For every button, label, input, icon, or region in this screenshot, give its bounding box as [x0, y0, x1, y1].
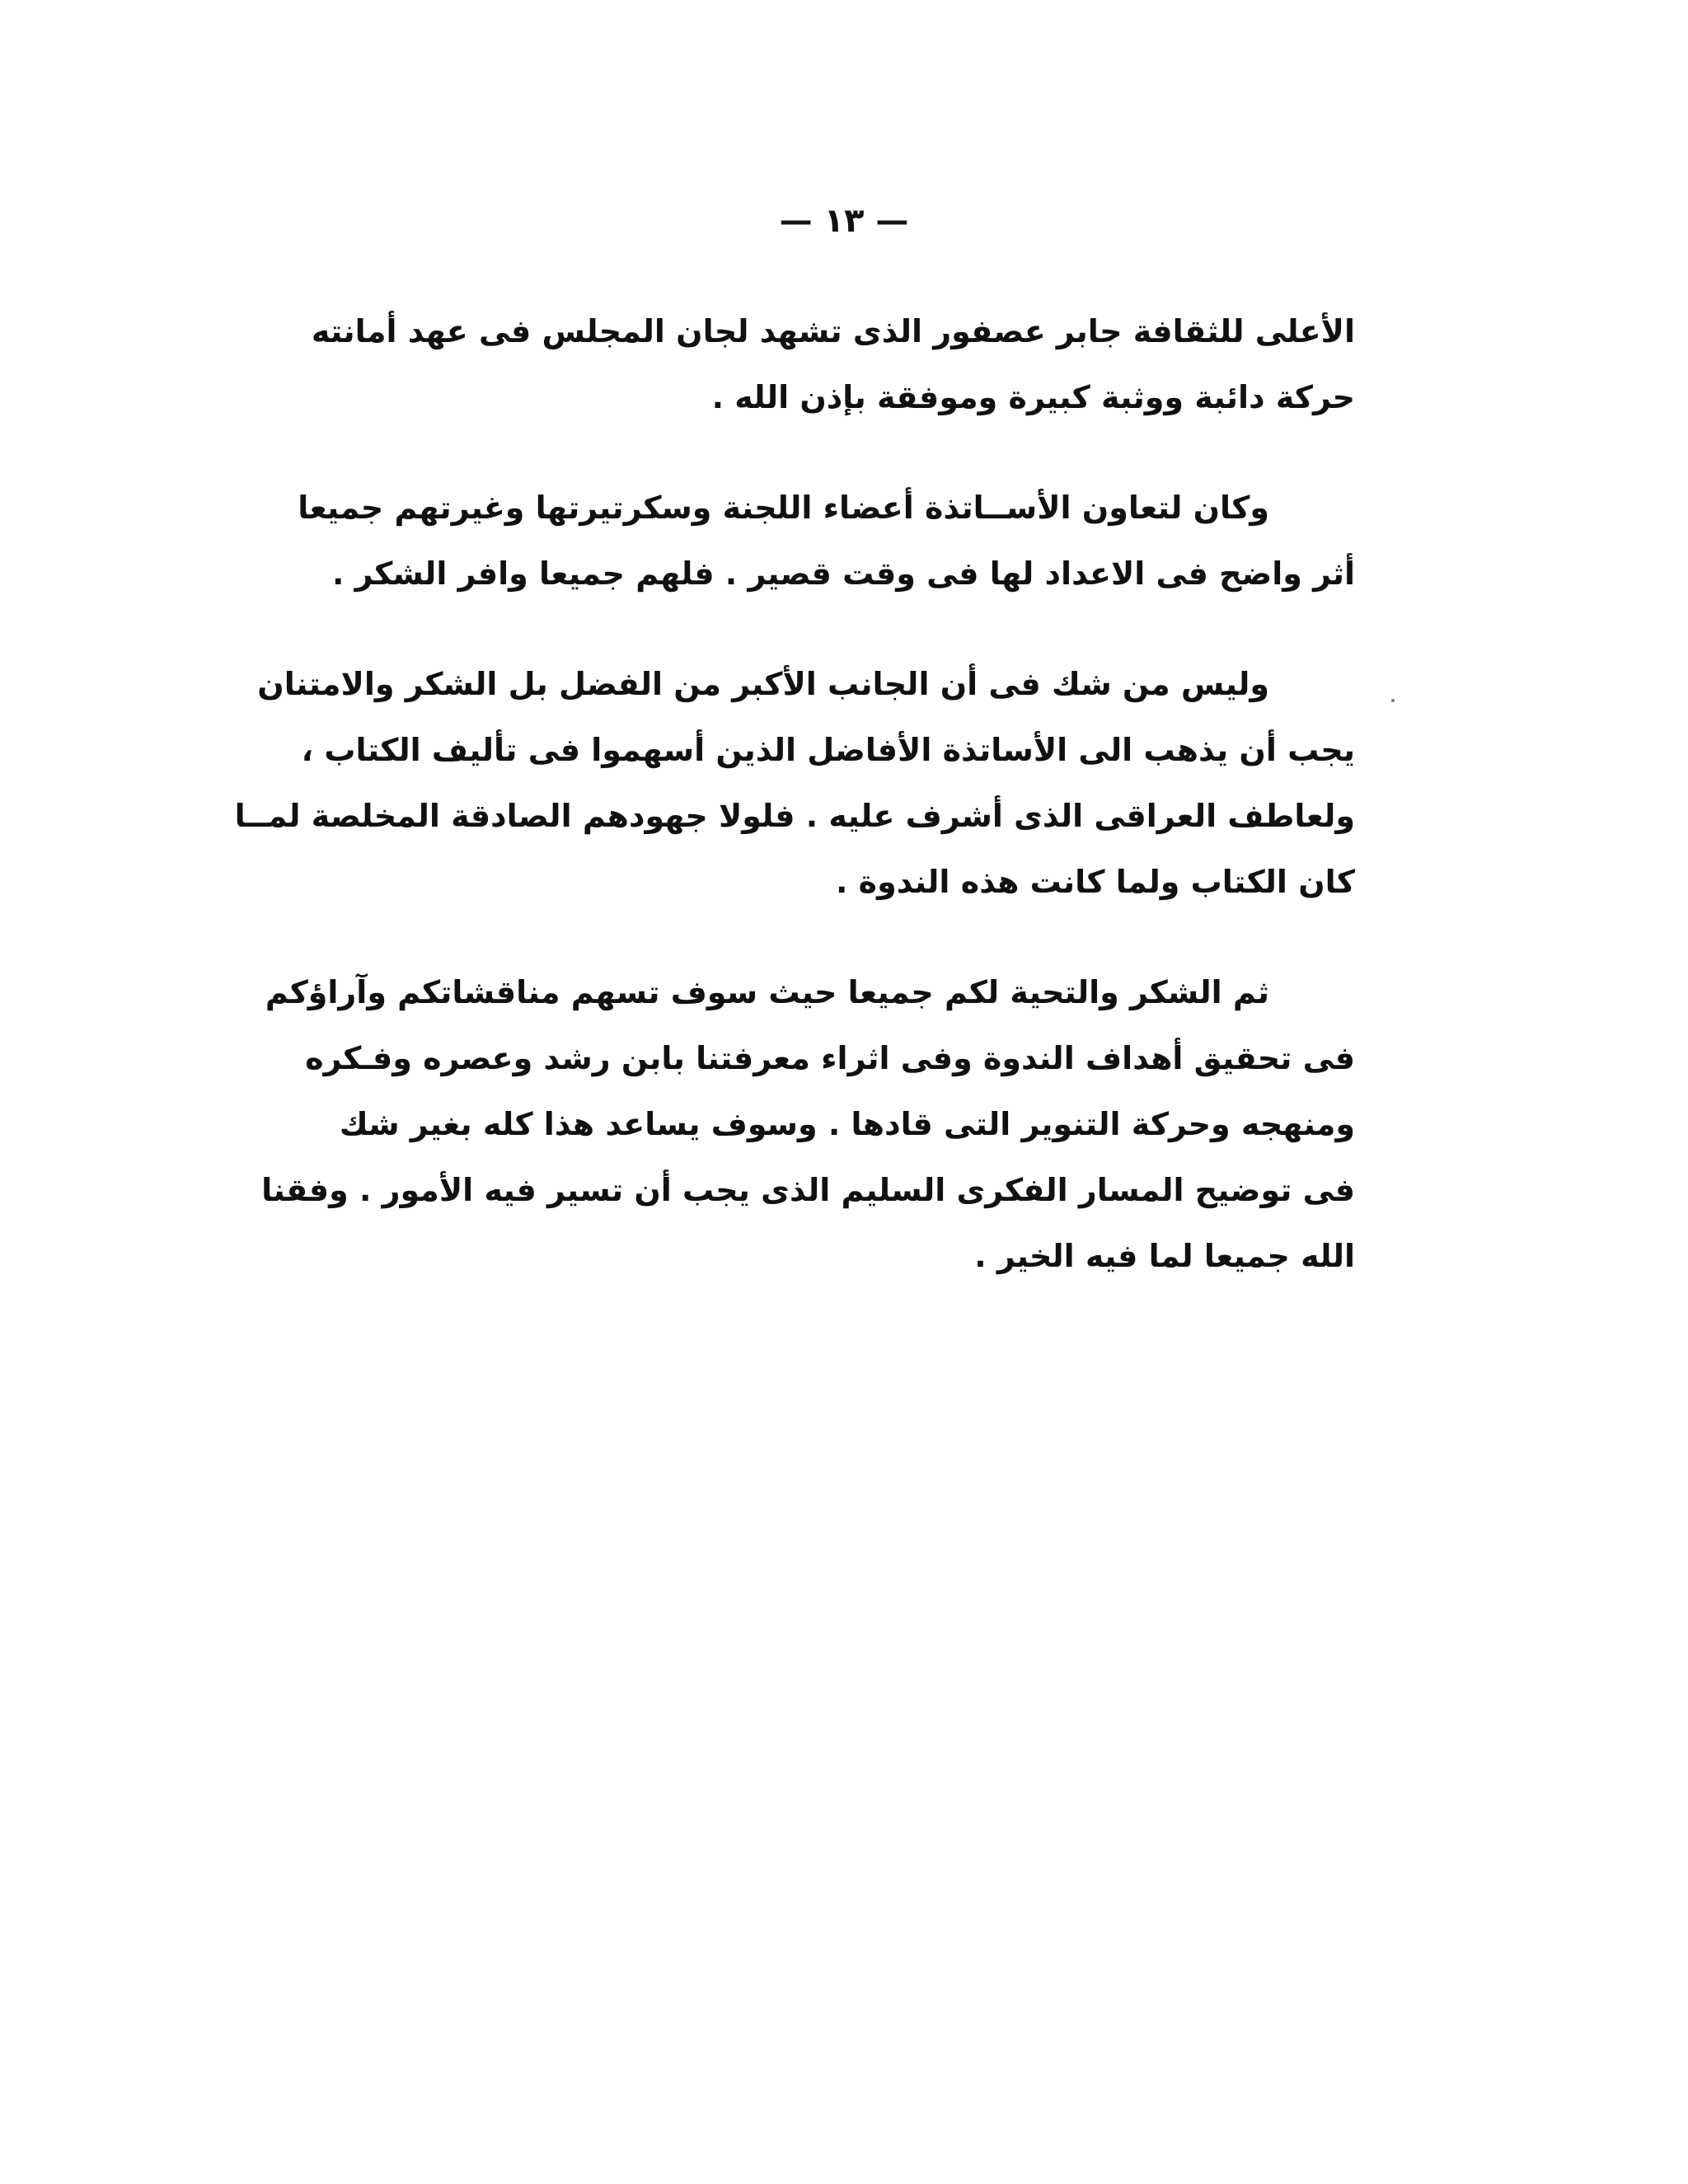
margin-speck: [1391, 699, 1395, 702]
paragraph-1: [311, 298, 1355, 430]
paragraph-4-line-5: الله جميعا لما فيه الخير .: [974, 1238, 1355, 1274]
paragraph-1-line-2: حركة دائبة ووثبة كبيرة وموفقة بإذن الله .: [711, 379, 1355, 415]
paragraph-4: [261, 959, 1355, 1289]
paragraph-4-line-3: ومنهجه وحركة التنوير التى قادها . وسوف يساعد هذا كله بغير شك: [339, 1106, 1355, 1142]
paragraph-2-line-1: وكان لتعاون الأســاتذة أعضاء اللجنة وسكرتيرتها وغيرتهم جميعا: [298, 490, 1269, 526]
paragraph-2: [298, 475, 1355, 607]
paragraph-3: [234, 651, 1355, 915]
paragraph-4-line-4: فى توضيح المسار الفكرى السليم الذى يجب أن تسير فيه الأمور . وفقنا: [261, 1172, 1355, 1208]
paragraph-4-line-1: ثم الشكر والتحية لكم جميعا حيث سوف تسهم مناقشاتكم وآراؤكم: [265, 974, 1269, 1010]
paragraph-2-line-2: أثر واضح فى الاعداد لها فى وقت قصير . فلهم جميعا وافر الشكر .: [331, 555, 1355, 592]
body-text: [234, 298, 1355, 1333]
paragraph-3-line-3: ولعاطف العراقى الذى أشرف عليه . فلولا جهودهم الصادقة المخلصة لمــا: [234, 798, 1355, 834]
paragraph-3-line-2: يجب أن يذهب الى الأساتذة الأفاضل الذين أسهموا فى تأليف الكتاب ،: [301, 732, 1355, 768]
paragraph-4-line-2: فى تحقيق أهداف الندوة وفى اثراء معرفتنا بابن رشد وعصره وفـكره: [305, 1040, 1355, 1076]
paragraph-3-line-4: كان الكتاب ولما كانت هذه الندوة .: [835, 864, 1355, 900]
paragraph-1-line-1: الأعلى للثقافة جابر عصفور الذى تشهد لجان المجلس فى عهد أمانته: [311, 313, 1355, 349]
page-number: — ١٣ —: [779, 202, 909, 240]
paragraph-3-line-1: وليس من شك فى أن الجانب الأكبر من الفضل بل الشكر والامتنان: [257, 666, 1269, 702]
